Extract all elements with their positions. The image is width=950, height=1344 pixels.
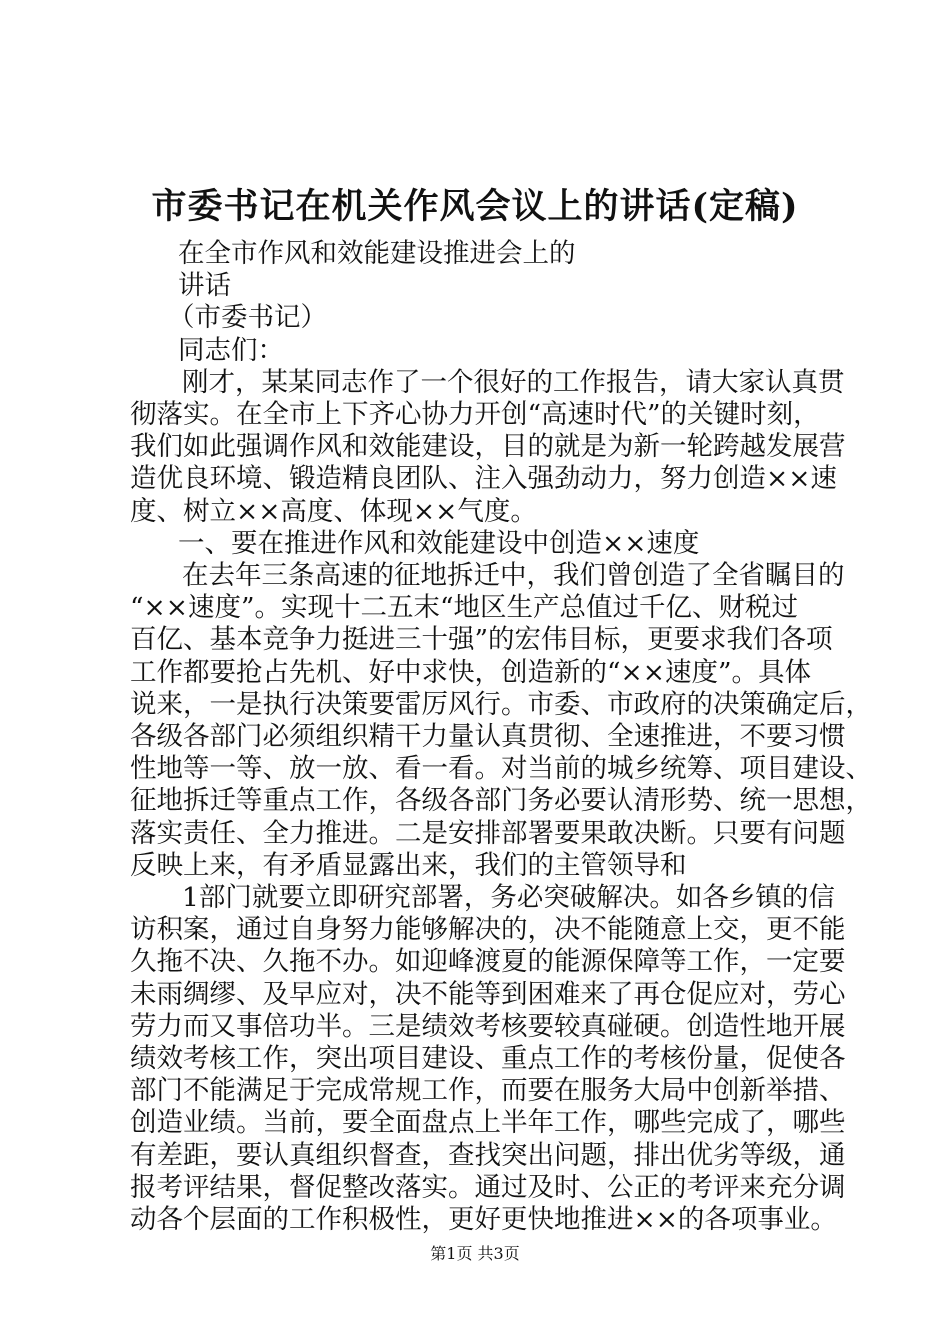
paragraph-line: 1部门就要立即研究部署，务必突破解决。如各乡镇的信	[182, 882, 835, 914]
paragraph-line: 部门不能满足于完成常规工作，而要在服务大局中创新举措、	[130, 1075, 846, 1107]
paragraph-line: 工作都要抢占先机、好中求快，创造新的“××速度”。具体	[130, 656, 812, 688]
paragraph-line: 绩效考核工作，突出项目建设、重点工作的考核份量，促使各	[130, 1043, 846, 1075]
paragraph-line: 创造业绩。当前，要全面盘点上半年工作，哪些完成了，哪些	[130, 1107, 846, 1139]
paragraph-line: 动各个层面的工作积极性，更好更快地推进××的各项事业。	[130, 1204, 837, 1236]
subtitle-line: 在全市作风和效能建设推进会上的	[178, 238, 576, 269]
paragraph-line: 造优良环境、锻造精良团队、注入强劲动力，努力创造××速	[130, 463, 837, 495]
paragraph-line: 百亿、基本竞争力挺进三十强”的宏伟目标，更要求我们各项	[130, 624, 833, 656]
paragraph-line: 久拖不决、久拖不办。如迎峰渡夏的能源保障等工作，一定要	[130, 946, 846, 978]
section-heading: 一、要在推进作风和效能建设中创造××速度	[178, 527, 700, 559]
document-title: 市委书记在机关作风会议上的讲话(定稿)	[151, 186, 799, 227]
paragraph-line: 反映上来，有矛盾显露出来，我们的主管领导和	[130, 849, 687, 881]
paragraph-line: 我们如此强调作风和效能建设，目的就是为新一轮跨越发展营	[130, 431, 846, 463]
paragraph-line: “××速度”。实现十二五末“地区生产总值过千亿、财税过	[130, 592, 799, 624]
paragraph-line: 劳力而又事倍功半。三是绩效考核要较真碰硬。创造性地开展	[130, 1010, 846, 1042]
paragraph-line: 在去年三条高速的征地拆迁中，我们曾创造了全省瞩目的	[182, 560, 845, 592]
subtitle-line: 讲话	[178, 270, 231, 302]
page-footer: 第1页 共3页	[430, 1244, 520, 1263]
paragraph-line: 报考评结果，督促整改落实。通过及时、公正的考评来充分调	[130, 1171, 846, 1203]
paragraph-line: 说来，一是执行决策要雷厉风行。市委、市政府的决策确定后，	[130, 688, 872, 720]
paragraph-line: 落实责任、全力推进。二是安排部署要果敢决断。只要有问题	[130, 817, 846, 849]
speaker-line: （市委书记）	[168, 302, 327, 334]
paragraph-line: 刚才，某某同志作了一个很好的工作报告，请大家认真贯	[182, 366, 845, 398]
paragraph-line: 彻落实。在全市上下齐心协力开创“高速时代”的关键时刻，	[130, 399, 820, 431]
paragraph-line: 访积案，通过自身努力能够解决的，决不能随意上交，更不能	[130, 914, 846, 946]
paragraph-line: 征地拆迁等重点工作，各级各部门务必要认清形势、统一思想，	[130, 785, 872, 817]
paragraph-line: 有差距，要认真组织督查，查找突出问题，排出优劣等级，通	[130, 1139, 846, 1171]
paragraph-line: 度、树立××高度、体现××气度。	[130, 495, 537, 527]
salutation: 同志们：	[178, 334, 284, 366]
paragraph-line: 各级各部门必须组织精干力量认真贯彻、全速推进，不要习惯	[130, 721, 846, 753]
paragraph-line: 未雨绸缪、及早应对，决不能等到困难来了再仓促应对，劳心	[130, 978, 846, 1010]
document-body	[130, 238, 872, 1236]
paragraph-line: 性地等一等、放一放、看一看。对当前的城乡统筹、项目建设、	[130, 753, 872, 785]
